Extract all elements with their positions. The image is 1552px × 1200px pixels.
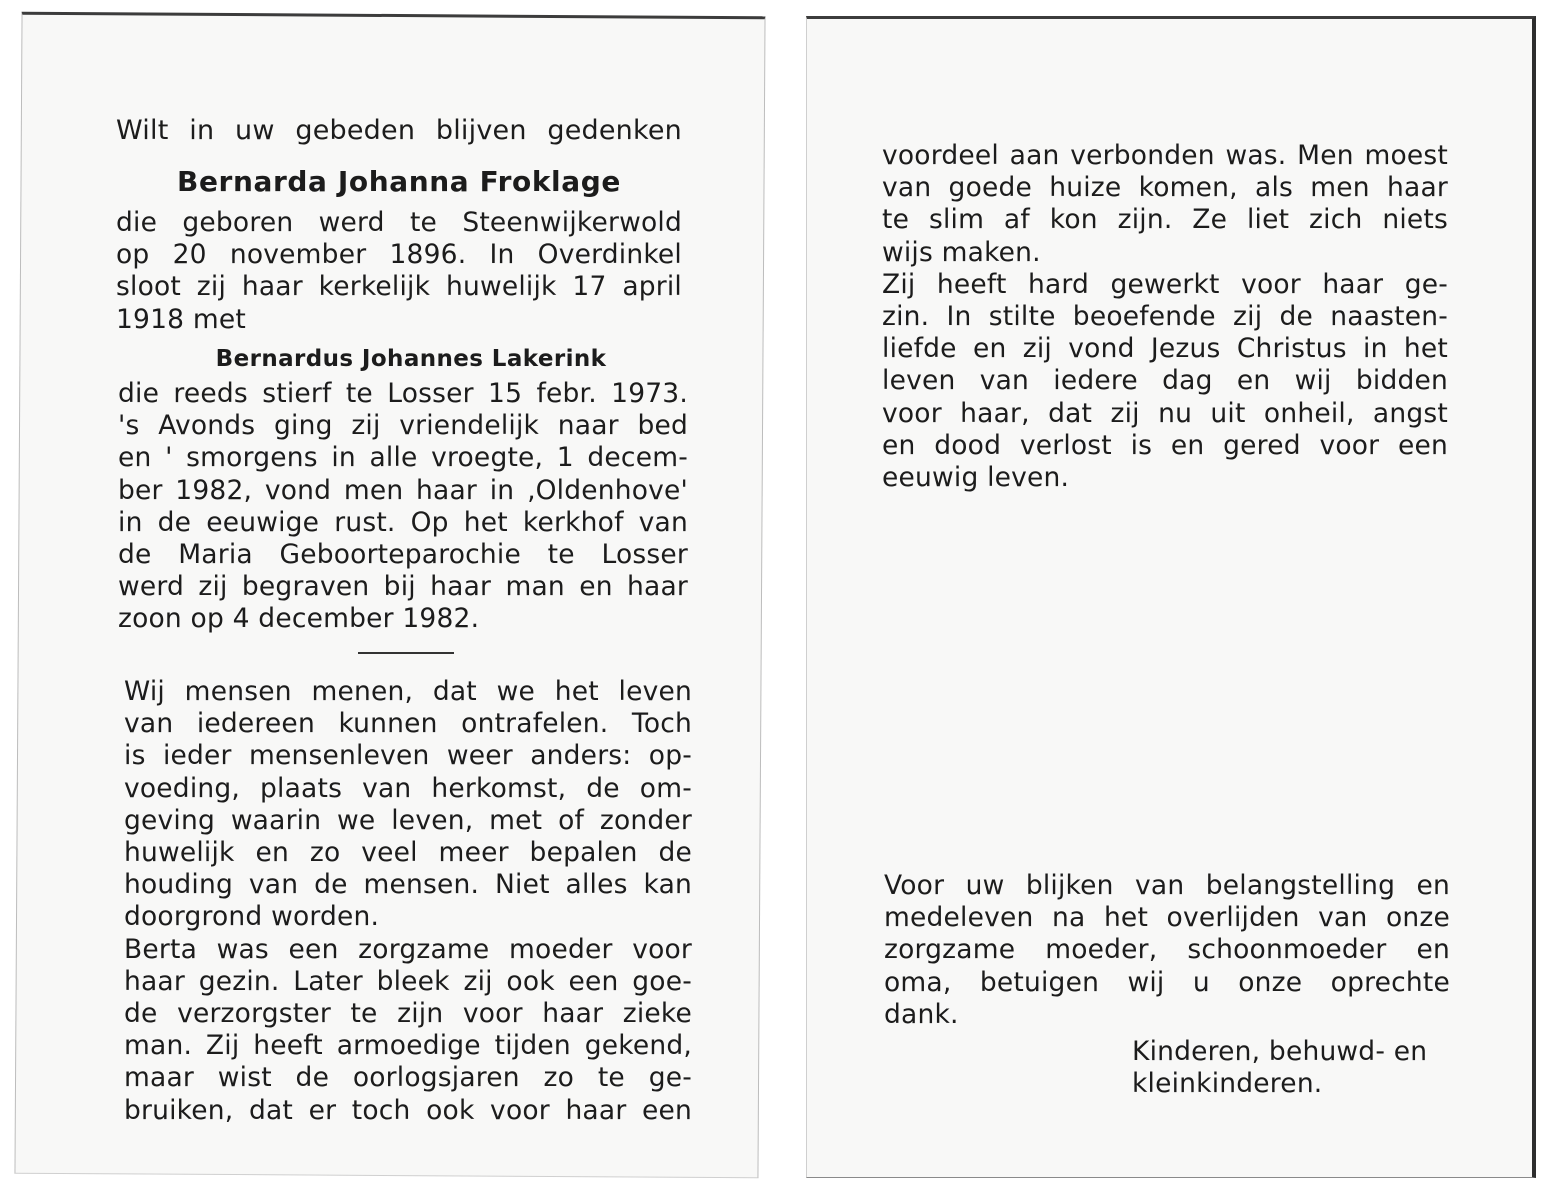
signature-line: kleinkinderen. [1132, 1068, 1323, 1100]
text-line: bruiken, dat er toch ook voor haar een [124, 1094, 692, 1126]
section-divider [358, 652, 454, 654]
text-line: zin. In stilte beoefende zij de naasten- [882, 301, 1448, 333]
intro-text: Wilt in uw gebeden blijven gedenken [116, 115, 682, 146]
text-line: de verzorgster te zijn voor haar zieke [124, 998, 692, 1030]
birth-marriage-text [116, 207, 682, 336]
intro-line [116, 115, 682, 147]
text-line: en dood verlost is en gered voor een [882, 429, 1448, 461]
text-line: ber 1982, vond men haar in ‚Oldenhove' [118, 474, 688, 506]
text-line: 1918 met [116, 303, 246, 335]
text-line: medeleven na het overlijden van onze [884, 902, 1450, 934]
text-line: houding van de mensen. Niet alles kan [124, 869, 692, 901]
spouse-name: Bernardus Johannes Lakerink [215, 346, 607, 372]
text-line: huwelijk en zo veel meer bepalen de [124, 837, 692, 869]
text-line: voor haar, dat zij nu uit onheil, angst [882, 397, 1448, 429]
text-line: doorgrond worden. [124, 901, 380, 933]
text-line: de Maria Geboorteparochie te Losser [118, 539, 688, 571]
text-line: sloot zij haar kerkelijk huwelijk 17 april [116, 271, 682, 303]
death-burial-text [118, 378, 688, 636]
text-line: die reeds stierf te Losser 15 febr. 1973. [118, 378, 688, 409]
continuation-text [882, 140, 1448, 494]
text-line: in de eeuwige rust. Op het kerkhof van [118, 506, 688, 538]
text-line: zoon op 4 december 1982. [118, 603, 480, 635]
text-line: leven van iedere dag en wij bidden [882, 365, 1448, 397]
deceased-name: Bernarda Johanna Froklage [177, 165, 621, 198]
text-line: oma, betuigen wij u onze oprechte [884, 966, 1450, 998]
text-line: maar wist de oorlogsjaren zo te ge- [124, 1062, 692, 1094]
signature [1132, 1036, 1452, 1100]
text-line: wijs maken. [882, 236, 1041, 268]
text-line: Wij mensen menen, dat we het leven [124, 676, 692, 707]
text-line: van goede huize komen, als men haar [882, 172, 1448, 204]
text-line: werd zij begraven bij haar man en haar [118, 571, 688, 603]
text-line: Berta was een zorgzame moeder voor [124, 933, 692, 965]
text-line: voeding, plaats van herkomst, de om- [124, 772, 692, 804]
text-line: man. Zij heeft armoedige tijden gekend, [124, 1030, 692, 1062]
reflection-text [124, 676, 692, 1127]
text-line: die geboren werd te Steenwijkerwold [116, 207, 682, 238]
text-line: is ieder mensenleven weer anders: op- [124, 740, 692, 772]
text-line: Voor uw blijken van belangstelling en [884, 870, 1450, 901]
text-line: voordeel aan verbonden was. Men moest [882, 140, 1448, 171]
text-line: 's Avonds ging zij vriendelijk naar bed [118, 410, 688, 442]
thanks-text [884, 870, 1450, 1031]
text-line: haar gezin. Later bleek zij ook een goe- [124, 965, 692, 997]
signature-line: Kinderen, behuwd- en [1132, 1036, 1428, 1067]
text-line: Zij heeft hard gewerkt voor haar ge- [882, 268, 1448, 300]
text-line: van iedereen kunnen ontrafelen. Toch [124, 708, 692, 740]
text-line: dank. [884, 998, 959, 1030]
text-line: te slim af kon zijn. Ze liet zich niets [882, 204, 1448, 236]
text-line: zorgzame moeder, schoonmoeder en [884, 934, 1450, 966]
text-line: liefde en zij vond Jezus Christus in het [882, 333, 1448, 365]
text-line: geving waarin we leven, met of zonder [124, 804, 692, 836]
text-line: eeuwig leven. [882, 462, 1070, 494]
text-line: en ' smorgens in alle vroegte, 1 decem- [118, 442, 688, 474]
text-line: op 20 november 1896. In Overdinkel [116, 239, 682, 271]
